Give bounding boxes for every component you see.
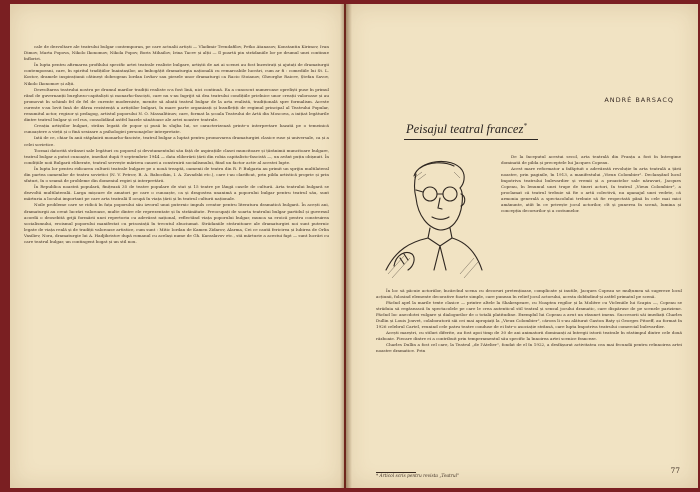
- paragraph: Acești maeștri, cu stiluri diferite, au fost apoi timp de 30 de ani animatorii dominanți ai întregii istorii teatrale în răstimpul dintre cele două războaie. Fiecare dintre ei a contribuit prin temperamentul său specific la înnoirea artei scenice franceze.: [376, 330, 682, 342]
- paragraph: Tocmai datorită strânsei sale legături cu poporul și devotamentului său față de aspirațiile clasei muncitoare și țărănimii muncitoare bulgare, teatrul bulgar a putut cunoaște, imediat după 9 septembrie 1944 — data eliberării țării din robia capitalisto-fascistă —, un avânt puțin obișnuit. În condițiile noii Bulgarii eliberate, teatrul servește mărirea cauzei a construirii socialismului, fiind un factor activ al acestei lupte.: [24, 147, 329, 165]
- paragraph: Făcînd apel la marile texte clasice — printre altele la Shakespeare, cu Noaptea regilor și la Molière cu Vicleniile lui Scapin —, Copeau se străduia să regăsească în spectacolele pe care le crea autenticul stil teatral și sensul jocului dramatic, care dispăruse de pe scenele pariziene. Făcînd loc anecdotei vulgare și dialogurilor de o totală platitudine. Exemplul lui Copeau a avut un răsunet imens. Succesorii săi imediați Charles Dullin și Louis Jouvet, colaboratorii săi cei mai apropiați la „Vieux Colombier", cărora li s-au alăturat Gaston Baty și Georges Pitoeff, au format în 1926 celebrul Cartel, reunind cele patru teatre conduse de ei într-o asociație strânsă, care lupta împotriva teatrului comercial bulevardier.: [376, 300, 682, 330]
- paragraph: Charles Dullin a fost cel care, la Teatrul „de l'Atelier", fondat de el în 1922, a desfășurat activitatea cea mai fecundă pentru reînnoirea artei noastre dramatice. Prin: [376, 342, 682, 354]
- page-number: 77: [670, 466, 680, 475]
- article-body-text: [376, 288, 682, 355]
- footnote: * Articol scris pentru revista „Teatrul": [376, 474, 459, 479]
- article-author: ANDRÉ BARSACQ: [604, 96, 674, 104]
- paragraph: cale de dezvoltare ale teatrului bulgar contemporan, pe care actualii artiști — Vladimir Trendafilov, Petko Atanasov, Konstantin Kirimov, Ivan Dimov, Marta Popova, Nikolo Ikonomov, Nikola Popov, Boris Mihailov, Irina Tacev și alții — îl poartă pin strădaniile lor pe drumul unei continue înfloriri.: [24, 44, 329, 62]
- portrait-sketch: [374, 146, 486, 286]
- paragraph: Dezvoltarea teatrului nostru pe drumul marilor tradiții realiste n-a fost lină, nici continuă. Ea a cunoscut numeroase opreliști puse în primul rând de guvernanții burghezo-capitaliști și monarho-fasciști, care nu s-au îngrijit să dea teatrului condițiile prielnice unor creații valoroase și au promovat în schimb fel de fel de curente moderniste, menite să abată teatrul bulgar de la arta realistă, tradițională spre formalism. Aceste curente s-au lovit însă de dârza rezistență a artiștilor bulgari, în mare parte organizați și însuflețiți de regimul principal al Teatrului Popular, renumitul actor, regizor și pedagog, artistul poporului N. O. Massalitinov, care, format la școala Teatrului de Artă din Moscova, a inițiat legăturile dintre teatrul bulgar și cel rus, consolidând astfel bazele sănătoase ale artei noastre teatrale.: [24, 86, 329, 123]
- title-footnote-marker: *: [523, 122, 527, 130]
- paragraph: Creația artiștilor bulgari, strâns legată de popor și pusă în slujba lui, se caracterizează printr-o interpretare bazată pe o temeinică cunoaștere a vieții și o fină sesizare a psihologiei personajelor interpretate.: [24, 123, 329, 135]
- paragraph: În Republica noastră populară, finițează 35 de teatre populare de stat și 15 teatre pe lângă casele de cultură. Arta teatrului bulgară se dezvoltă multilaterală. Larga mișcare de amatori pe care o cunoaște, ca și dragostea unanimă a poporului bulgar pentru teatrul său, sunt mărturia a locului important pe care arta teatrală îl ocupă în viața țării și în teatrul culturii naționale.: [24, 184, 329, 202]
- footnote-rule: [376, 472, 416, 473]
- left-page-text: [24, 44, 329, 245]
- article-title: [406, 122, 527, 137]
- paragraph: În lupta lor pentru ridicarea culturii teatrale bulgare pe o nouă treaptă, oamenii de teatru din R. P. Bulgaria au primit un sprijin multilateral din partea oamenilor de teatru sovietici (N. V. Petrov, B. A. Babocikin, I. A. Zavadski etc.), care i-au clarificat, prin pilda artistică proprie și prin sfaturi, în o seamă de probleme din domeniul regiei și interpretării.: [24, 165, 329, 184]
- book-gutter: [340, 4, 352, 488]
- title-underline: [404, 139, 538, 140]
- book-spread: [10, 4, 698, 488]
- article-title-text: Peisajul teatral francez: [406, 122, 524, 137]
- paragraph: Iată de ce, chiar în anii stăpânirii monarho-fasciste, teatrul bulgar a luptat pentru promovarea dramaturgiei clasice ruse și universale, ca și a celei sovietice.: [24, 135, 329, 147]
- paragraph: În loc să păcuie actoriilor, încărcînd scena cu decoruri pretențioase, complicate și inutile, Jacques Copeau se mulțumea să sugereze locul acțiunii, folosind elemente decorative foarte simple, care puneau în relief jocul actorului, acesta dobîndind-și astfel primatul pe scenă.: [376, 288, 682, 300]
- right-page: [346, 4, 698, 488]
- paragraph: În lupta pentru afirmarea profilului specific artei teatrale realiste bulgare, artiștii de azi ai scenei au fost înzestrați și ajutați de dramaturgii contemporani, care, în spiritul tradițiilor înaintașilor, au îmbogățit dramaturgia națională cu remarcabile lucrări, cum ar fi : comediile lui St. L. Kostov, dramele inspirațiunii câtineșt dobrogean Iordan Iovkov sau piesele unor dramaturgi ca Racio Stoianov, Gheorghe Raicev, Ștefan Savov, Nikolo Ikonomov și alții.: [24, 62, 329, 86]
- article-intro-column: [501, 154, 681, 214]
- paragraph: Noile probleme care se ridică în fața poporului său izvorul unui puternic impuls creator pentru literatura dramatică bulgară. În acești ani, dramaturgii au creat lucrări valoroase, multe dintre ele reprezentate și în străinătate. Preocupați de soarta teatrului bulgar partidul și guvernul acordă o deosebită grijă formării unei repertoriu cu adevărat național, reflectând viața poporului bulgar, munca sa eroică pentru construirea socialismului, eroismul poporului manifestat cu prisosință în trecutul zbuciumat. Strădaniile străruitoare ale dramaturgiei noi sunt puternic legate de viața reală și de tradiții valoroase artistice, cum sunt : Mitic Iordan de Kamen Zidarov, Alarma, Cei ce caută fericirea și Iubirea de Orlin Vasiliev, Nora, dramaturgie lui A. Hadjihristov după romanul cu același nume de Gh. Karaslavov etc., stă mărturie a acestui fapt — sunt lucrări cu care teatrul bulgar, un contingent bogat și un stil nou.: [24, 202, 329, 244]
- paragraph: De la începutul acestui secol, arta teatrală din Franța a fost în întregime dominată de pilda și preceptele lui Jacques Copeau.: [501, 154, 681, 166]
- paragraph: Acest mare reformator a înfăptuit o adevărată revoluție în arta teatrală a țării noastre, prin paginile, în 1913, a manifestului „Vieux Colombier". Declanșând lucul împotriva teatrului bulevardier și vremii și a proastelor sale năravuri, Jacques Copeau, în lenumul unei trupe de tineri actori, în teatrul „Vieux Colombier", a proclamat că teatrul trebuie să fie o artă colectivă, nu apanajul unei vedete, că armonia generală a spectacolului trebuie să fie respectată până în cele mai mici amănunte, atât în ce privește jocul actorilor, cît și punerea în scenă, lumina și concepția decorurilor și a costumelor.: [501, 166, 681, 214]
- left-page: [10, 4, 344, 488]
